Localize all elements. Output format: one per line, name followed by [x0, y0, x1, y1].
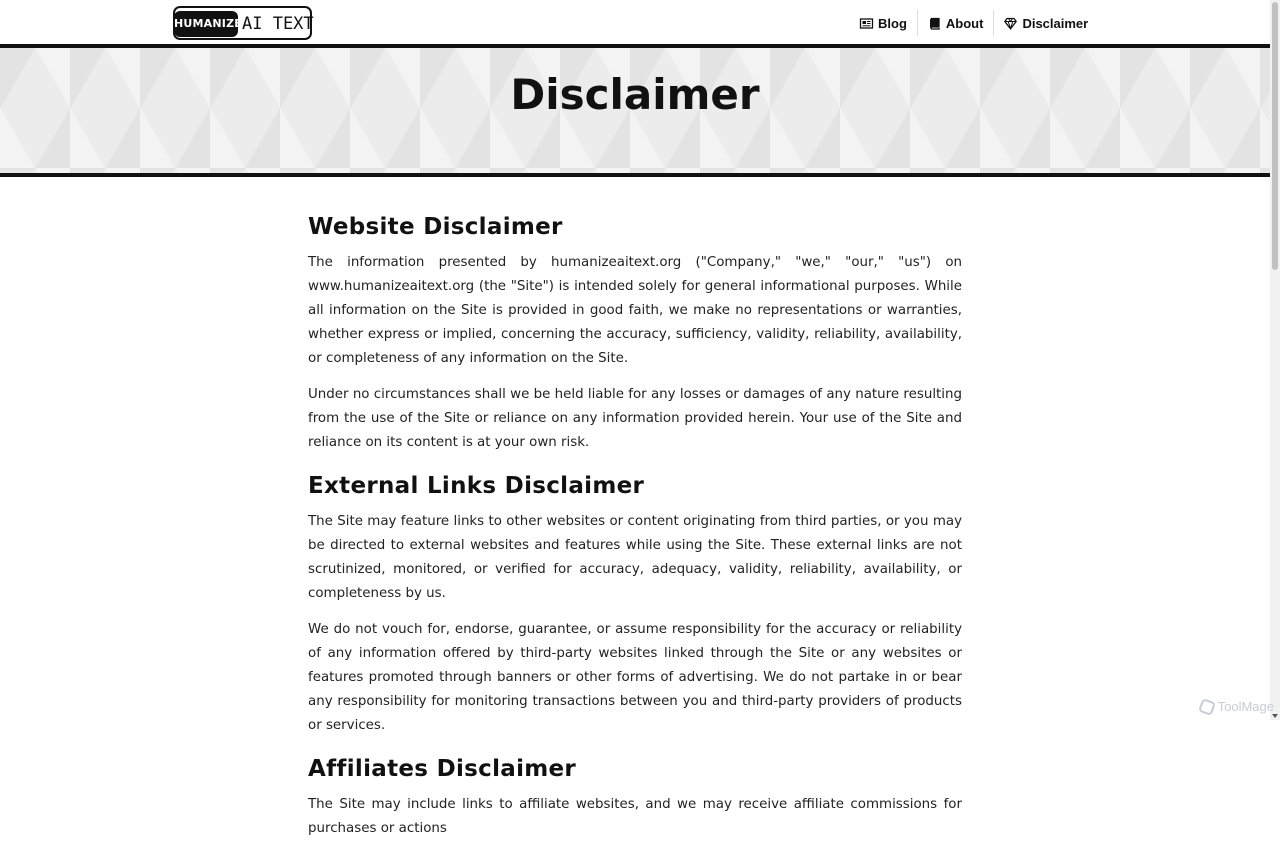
scroll-down-arrow-icon[interactable]	[1272, 714, 1278, 718]
watermark	[1200, 699, 1274, 714]
main-nav	[850, 10, 1098, 36]
newspaper-icon	[860, 17, 873, 30]
section-heading-affiliates: Affiliates Disclaimer	[308, 756, 577, 782]
scrollbar-thumb[interactable]	[1272, 2, 1278, 270]
page-scrollbar[interactable]	[1270, 0, 1280, 720]
nav-disclaimer[interactable]	[994, 10, 1098, 36]
disclaimer-content	[308, 208, 962, 853]
logo-text: AI TEXT	[242, 14, 314, 34]
hero-banner	[0, 48, 1270, 177]
nav-blog[interactable]	[850, 10, 917, 36]
gem-icon	[1004, 17, 1017, 30]
nav-disclaimer-label: Disclaimer	[1022, 15, 1089, 31]
logo-badge: HUMANIZE	[174, 11, 238, 37]
section-heading-external-links: External Links Disclaimer	[308, 473, 645, 499]
watermark-logo-icon	[1198, 698, 1216, 716]
nav-about[interactable]	[918, 10, 994, 36]
page-title: Disclaimer	[510, 70, 760, 119]
section-paragraph: The information presented by humanizeaitext.org ("Company," "we," "our," "us") on www.humanizeaitext.org (the "Site") is intended solely for general informational purposes. While all information on the Site is provided in good faith, we make no representations or warranties, whether express or implied, concerning the accuracy, sufficiency, validity, reliability, availability, or completeness of any information on the Site.	[308, 255, 962, 366]
section-paragraph: We do not vouch for, endorse, guarantee, or assume responsibility for the accuracy or reliability of any information offered by third-party websites linked through the Site or any websites or features promoted through banners or other forms of advertising. We do not partake in or bear any responsibility for monitoring transactions between you and third-party providers of products or services.	[308, 622, 962, 733]
section-paragraph: The Site may feature links to other websites or content originating from third parties, or you may be directed to external websites and features while using the Site. These external links are not scrutinized, monitored, or verified for accuracy, adequacy, validity, reliability, availability, or completeness by us.	[308, 514, 962, 601]
section-heading-website: Website Disclaimer	[308, 214, 563, 240]
section-paragraph: Under no circumstances shall we be held liable for any losses or damages of any nature resulting from the use of the Site or reliance on any information provided herein. Your use of the Site and reliance on its content is at your own risk.	[308, 387, 962, 450]
site-header	[0, 0, 1270, 48]
book-icon	[928, 17, 941, 30]
site-logo[interactable]	[173, 6, 312, 40]
watermark-text: ToolMage	[1217, 699, 1274, 714]
nav-blog-label: Blog	[878, 15, 907, 31]
section-paragraph: The Site may include links to affiliate websites, and we may receive affiliate commissions for purchases or actions	[308, 797, 962, 836]
nav-about-label: About	[945, 15, 984, 31]
